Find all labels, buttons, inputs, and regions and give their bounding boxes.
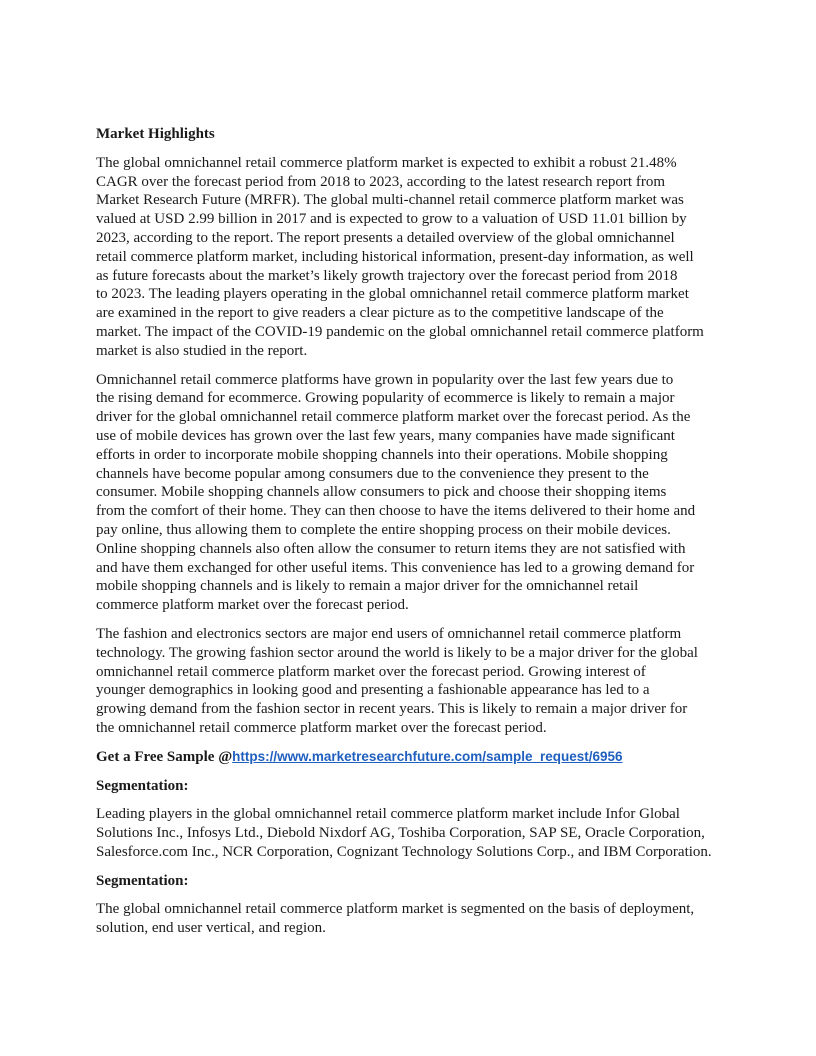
text-line: growing demand from the fashion sector in recent years. This is likely to remain a major driver for <box>96 701 688 718</box>
text-line: CAGR over the forecast period from 2018 to 2023, according to the latest research report from <box>96 173 665 190</box>
paragraph-fashion-electronics <box>96 625 736 738</box>
sample-request-link[interactable]: https://www.marketresearchfuture.com/sample_request/6956 <box>232 748 623 764</box>
paragraph-overview <box>96 154 736 361</box>
paragraph-segmentation <box>96 900 736 938</box>
text-line: Market Research Future (MRFR). The global multi-channel retail commerce platform market was <box>96 192 684 209</box>
text-line: efforts in order to incorporate mobile shopping channels into their operations. Mobile shopping <box>96 446 668 463</box>
text-line: 2023, according to the report. The report presents a detailed overview of the global omnichannel <box>96 229 675 246</box>
text-line: Leading players in the global omnichannel retail commerce platform market include Infor Global <box>96 806 680 823</box>
text-line: channels have become popular among consumers due to the convenience they present to the <box>96 465 649 482</box>
text-line: use of mobile devices has grown over the last few years, many companies have made significant <box>96 427 675 444</box>
text-line: from the comfort of their home. They can then choose to have the items delivered to their home and <box>96 503 696 520</box>
heading-market-highlights: Market Highlights <box>96 126 215 142</box>
text-line: consumer. Mobile shopping channels allow consumers to pick and choose their shopping items <box>96 484 667 501</box>
segmentation-heading: Segmentation: <box>96 777 189 794</box>
free-sample-line <box>96 748 736 767</box>
paragraph-leading-players <box>96 805 736 861</box>
text-line: mobile shopping channels and is likely to remain a major driver for the omnichannel retail <box>96 578 639 595</box>
text-line: younger demographics in looking good and presenting a fashionable appearance has led to a <box>96 682 650 699</box>
text-line: The fashion and electronics sectors are major end users of omnichannel retail commerce platform <box>96 625 682 642</box>
text-line: The global omnichannel retail commerce platform market is expected to exhibit a robust 21.48% <box>96 154 677 171</box>
text-line: pay online, thus allowing them to complete the entire shopping process on their mobile devices. <box>96 521 671 538</box>
text-line: retail commerce platform market, including historical information, present-day information, as well <box>96 248 694 265</box>
text-line: Online shopping channels also often allow the consumer to return items they are not satisfied with <box>96 540 686 557</box>
text-line: technology. The growing fashion sector around the world is likely to be a major driver for the global <box>96 644 698 661</box>
text-line: market is also studied in the report. <box>96 342 308 359</box>
text-line: and have them exchanged for other useful items. This convenience has led to a growing demand for <box>96 559 695 576</box>
text-line: solution, end user vertical, and region. <box>96 920 326 937</box>
text-line: market. The impact of the COVID-19 pandemic on the global omnichannel retail commerce platform <box>96 323 704 340</box>
text-line: commerce platform market over the forecast period. <box>96 597 409 614</box>
document-page <box>96 125 736 948</box>
text-line: omnichannel retail commerce platform market over the forecast period. Growing interest of <box>96 663 646 680</box>
text-line: are examined in the report to give readers a clear picture as to the competitive landscape of the <box>96 305 664 322</box>
text-line: The global omnichannel retail commerce platform market is segmented on the basis of deployment, <box>96 901 695 918</box>
text-line: Salesforce.com Inc., NCR Corporation, Cognizant Technology Solutions Corp., and IBM Corporation. <box>96 843 712 860</box>
text-line: the rising demand for ecommerce. Growing popularity of ecommerce is likely to remain a major <box>96 390 675 407</box>
text-line: Solutions Inc., Infosys Ltd., Diebold Nixdorf AG, Toshiba Corporation, SAP SE, Oracle Corporation, <box>96 825 705 842</box>
text-line: the omnichannel retail commerce platform market over the forecast period. <box>96 719 547 736</box>
text-line: Omnichannel retail commerce platforms have grown in popularity over the last few years due to <box>96 371 674 388</box>
text-line: to 2023. The leading players operating in the global omnichannel retail commerce platform market <box>96 286 689 303</box>
paragraph-ecommerce-demand <box>96 371 736 615</box>
text-line: valued at USD 2.99 billion in 2017 and is expected to grow to a valuation of USD 11.01 billion by <box>96 211 687 228</box>
text-line: driver for the global omnichannel retail commerce platform market over the forecast period. As the <box>96 409 691 426</box>
free-sample-label: Get a Free Sample @ <box>96 748 233 765</box>
text-line: as future forecasts about the market’s likely growth trajectory over the forecast period from 2018 <box>96 267 678 284</box>
segmentation-heading: Segmentation: <box>96 872 189 889</box>
